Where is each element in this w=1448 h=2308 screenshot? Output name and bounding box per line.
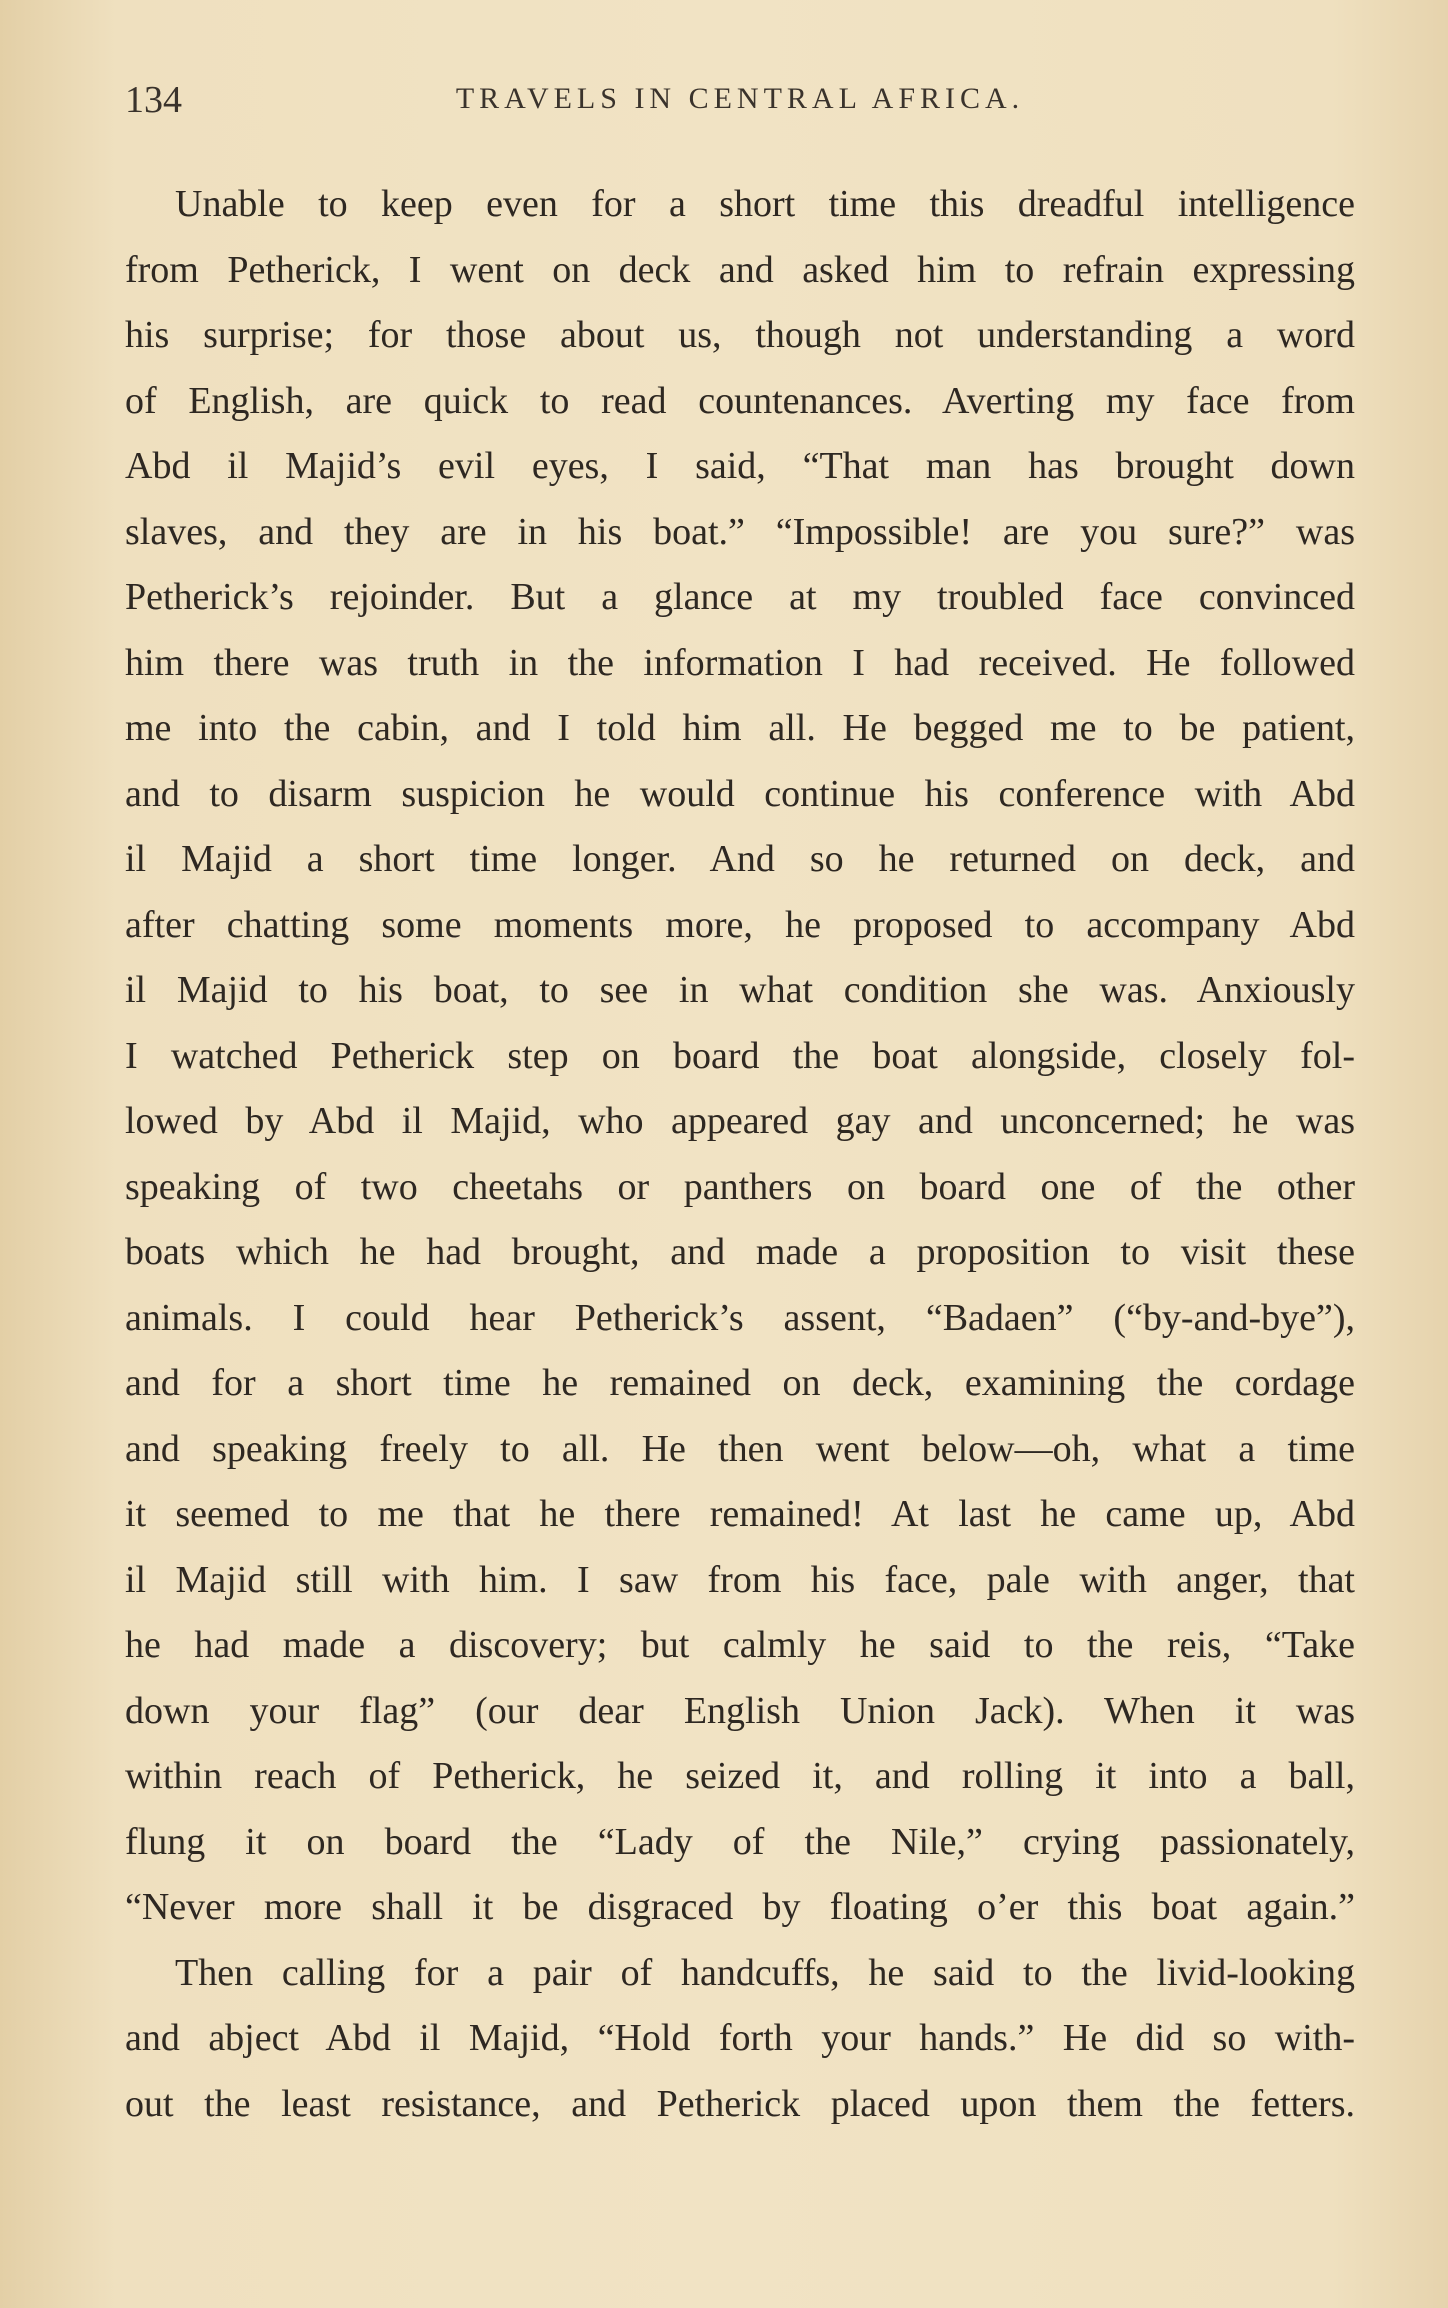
text-line: lowed by Abd il Majid, who appeared gay and unconcerned; he was bbox=[125, 1100, 1355, 1142]
text-line: boats which he had brought, and made a proposition to visit these bbox=[125, 1231, 1355, 1273]
text-line: Then calling for a pair of handcuffs, he said to the livid-looking bbox=[175, 1951, 1355, 1994]
running-title: TRAVELS IN CENTRAL AFRICA. bbox=[455, 82, 1025, 115]
text-line: down your flag” (our dear English Union Jack). When it was bbox=[125, 1689, 1355, 1732]
text-line: out the least resistance, and Petherick placed upon them the fetters. bbox=[125, 2082, 1355, 2125]
text-line: flung it on board the “Lady of the Nile,” crying passionately, bbox=[125, 1820, 1355, 1863]
body-text bbox=[125, 172, 1355, 2137]
text-line: he had made a discovery; but calmly he said to the reis, “Take bbox=[125, 1624, 1355, 1666]
text-line: “Never more shall it be disgraced by floating o’er this boat again.” bbox=[125, 1886, 1355, 1928]
text-line: Unable to keep even for a short time this dreadful intelligence bbox=[175, 183, 1355, 225]
text-line: within reach of Petherick, he seized it, and rolling it into a ball, bbox=[125, 1755, 1355, 1797]
text-line: animals. I could hear Petherick’s assent, “Badaen” (“by-and-bye”), bbox=[125, 1296, 1355, 1339]
text-line: of English, are quick to read countenances. Averting my face from bbox=[125, 379, 1355, 422]
text-line: me into the cabin, and I told him all. He begged me to be patient, bbox=[125, 707, 1355, 749]
text-line: him there was truth in the information I had received. He followed bbox=[125, 641, 1355, 684]
text-line: speaking of two cheetahs or panthers on board one of the other bbox=[125, 1165, 1355, 1208]
text-line: from Petherick, I went on deck and asked him to refrain expressing bbox=[125, 248, 1355, 291]
text-line: it seemed to me that he there remained! At last he came up, Abd bbox=[125, 1493, 1355, 1535]
text-line: and abject Abd il Majid, “Hold forth your hands.” He did so with- bbox=[125, 2017, 1355, 2059]
text-line: his surprise; for those about us, though not understanding a word bbox=[125, 314, 1355, 356]
text-line: il Majid to his boat, to see in what condition she was. Anxiously bbox=[125, 969, 1355, 1011]
text-line: il Majid a short time longer. And so he returned on deck, and bbox=[125, 838, 1355, 880]
text-line: il Majid still with him. I saw from his face, pale with anger, that bbox=[125, 1558, 1355, 1601]
page-header bbox=[125, 78, 1355, 128]
text-line: I watched Petherick step on board the boat alongside, closely fol- bbox=[125, 1034, 1355, 1077]
text-line: slaves, and they are in his boat.” “Impossible! are you sure?” was bbox=[125, 510, 1355, 553]
text-line: and for a short time he remained on deck, examining the cordage bbox=[125, 1362, 1355, 1404]
text-line: after chatting some moments more, he proposed to accompany Abd bbox=[125, 903, 1355, 946]
text-line: Abd il Majid’s evil eyes, I said, “That man has brought down bbox=[125, 445, 1355, 487]
text-line: Petherick’s rejoinder. But a glance at my troubled face convinced bbox=[125, 576, 1355, 618]
page-number: 134 bbox=[125, 79, 182, 121]
text-line: and to disarm suspicion he would continue his conference with Abd bbox=[125, 772, 1355, 815]
text-line: and speaking freely to all. He then went below—oh, what a time bbox=[125, 1427, 1355, 1470]
